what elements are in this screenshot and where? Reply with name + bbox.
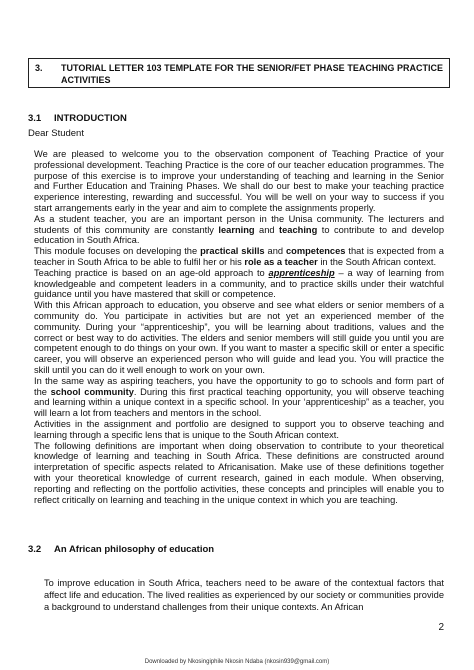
paragraph: We are pleased to welcome you to the observation component of Teaching Practice of your professional development. Teaching Practice is the core of our teacher education programmes. The purpose of this exercise is to improve your understanding of teaching and learning in the Senior and Further Education and Training Phases. We shall do our best to make your teaching practice experience interesting, rewarding and successful. You will be well on your way to success if you start arrangements early in the year and aim to complete the assignments properly. xyxy=(34,149,444,213)
text-run: in the South African context. xyxy=(317,256,437,267)
text-run: . During this first practical teaching opportunity, you will observe teaching and learning within a unique context in a specific school. In your ‘apprenticeship” as a teacher, you will learn a lot from teachers and mentors in the school. xyxy=(34,386,444,419)
section-heading-box xyxy=(28,58,450,88)
section-number: 3.2 xyxy=(28,544,42,555)
bold-term: practical skills xyxy=(200,246,265,257)
paragraph xyxy=(34,376,444,419)
section-title: An African philosophy of education xyxy=(54,544,215,555)
page-number: 2 xyxy=(438,622,444,633)
heading-title: TUTORIAL LETTER 103 TEMPLATE FOR THE SENIOR/FET PHASE TEACHING PRACTICE ACTIVITIES xyxy=(61,63,443,85)
paragraph xyxy=(34,246,444,268)
paragraph: The following definitions are important when doing observation to contribute to your theoretical knowledge of learning and teaching in South Africa. These definitions are constructed around interpretation of specific aspects related to Africanisation. Make use of these definitions together with your theoretical knowledge of current research, gained in each module. When observing, reporting and reflecting on the portfolio activities, these concepts and principles will enable you to reflect critically on learning and teaching in the unique context in which you are teaching. xyxy=(34,440,444,505)
heading-number: 3. xyxy=(35,63,43,73)
emphasized-term: apprenticeship xyxy=(268,267,335,278)
text-run: and xyxy=(254,224,280,235)
introduction-body xyxy=(34,149,444,505)
paragraph: Activities in the assignment and portfolio are designed to support you to observe teaching and learning through a specific lens that is unique to the South African context. xyxy=(34,418,444,440)
text-run: Teaching practice is based on an age-old approach to xyxy=(34,267,269,278)
paragraph xyxy=(34,214,444,246)
philosophy-paragraph: To improve education in South Africa, teachers need to be aware of the contextual factors that affect life and education. The lived realities as experienced by our society or communities provide a background to understand challenges from their unique contexts. An African xyxy=(44,578,444,612)
salutation: Dear Student xyxy=(28,128,84,139)
bold-term: role as a teacher xyxy=(244,256,318,267)
text-run: and xyxy=(264,246,287,257)
text-run: This module focuses on developing the xyxy=(34,246,201,257)
paragraph: With this African approach to education, you observe and see what elders or senior members of a community do. You participate in activities but are not yet an experienced member of the community. During your “apprenticeship”, you will be learning about traditions, values and the correct or best way to do activities. The elders and senior members will still guide you until you are competent enough to do things on your own. If you want to master a specific skill or enter a specific career, you will observe an experienced person who will guide and lead you. You will practice the skill until you can do it well enough to work on your own. xyxy=(34,300,444,375)
section-title: INTRODUCTION xyxy=(54,113,127,124)
text-run: As a student teacher, you are an important person in the Unisa community. The lecturers and students of this community are constantly xyxy=(34,213,444,235)
section-introduction-heading xyxy=(28,113,127,124)
text-run: that is expected from a teacher in South Africa to be able to fulfil her or his xyxy=(34,246,444,267)
section-philosophy-heading xyxy=(28,544,214,555)
download-footer: Downloaded by Nkosingiphile Nkosin Ndaba (nkosin939@gmail.com) xyxy=(144,659,330,665)
bold-term: teaching xyxy=(279,224,318,235)
bold-term: school community xyxy=(50,386,134,397)
section-number: 3.1 xyxy=(28,113,42,124)
bold-term: competences xyxy=(286,246,346,257)
paragraph xyxy=(34,268,444,300)
text-run: In the same way as aspiring teachers, you have the opportunity to go to schools and form part of the xyxy=(34,375,444,397)
bold-term: learning xyxy=(218,224,255,235)
text-run: to contribute to and develop education in South Africa. xyxy=(34,224,445,246)
text-run: – a way of learning from knowledgeable and competent leaders in a community, and to practice skills under their watchful guidance until you have mastered that skill or competence. xyxy=(34,267,444,300)
